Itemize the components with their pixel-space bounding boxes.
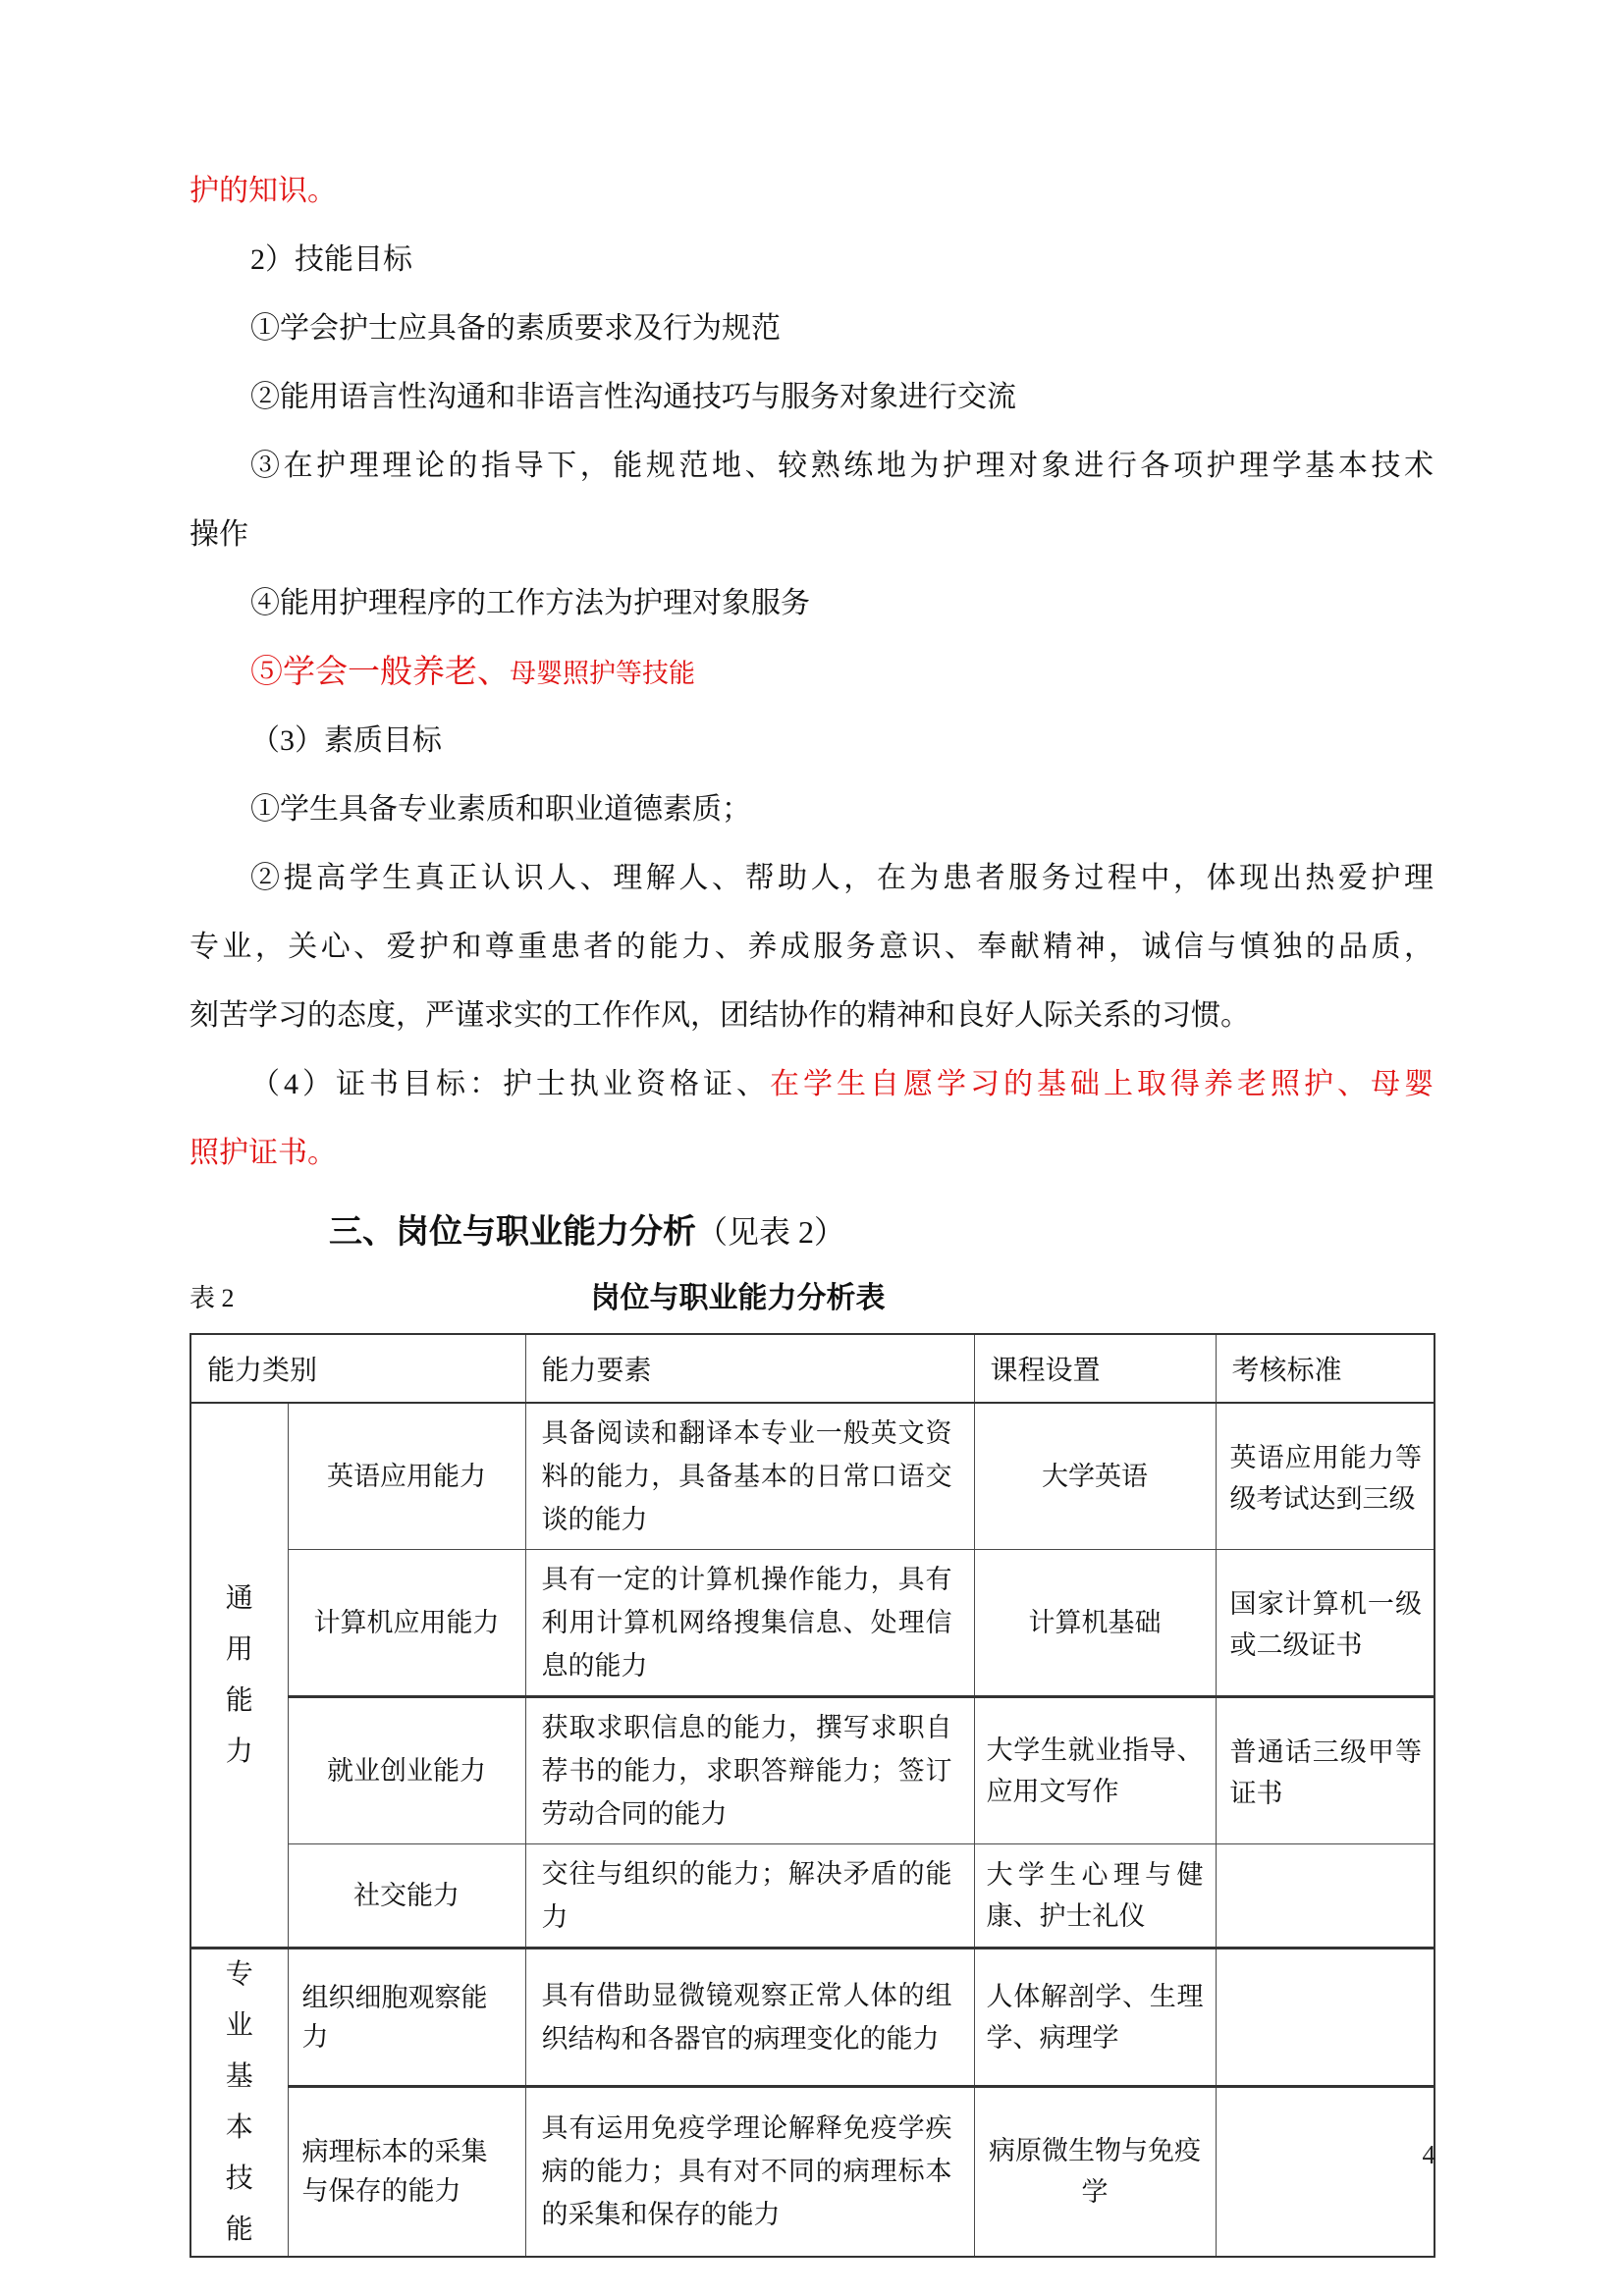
category-cell-general — [190, 1403, 288, 1949]
ability-cell: 英语应用能力 — [288, 1403, 525, 1550]
paragraph-line: ③在护理理论的指导下，能规范地、较熟练地为护理对象进行各项护理学基本技术 — [250, 450, 1434, 482]
paragraph-line: ①学生具备专业素质和职业道德素质； — [250, 793, 751, 826]
paragraph-line: ④能用护理程序的工作方法为护理对象服务 — [250, 587, 810, 619]
course-cell: 病原微生物与免疫学 — [974, 2086, 1216, 2257]
element-cell: 具有借助显微镜观察正常人体的组织结构和各器官的病理变化的能力 — [525, 1949, 974, 2087]
section-heading — [189, 1196, 1434, 1268]
document-body — [189, 157, 1434, 2258]
ability-cell: 就业创业能力 — [288, 1697, 525, 1844]
element-cell: 具备阅读和翻译本专业一般英文资料的能力，具备基本的日常口语交谈的能力 — [525, 1403, 974, 1550]
certificate-goal-text: （4）证书目标：护士执业资格证、 — [250, 1068, 770, 1100]
highlight-text: 在学生自愿学习的基础上取得养老照护、母婴 — [770, 1068, 1434, 1100]
section-heading-title: 三、岗位与职业能力分析 — [329, 1214, 696, 1251]
table-row — [190, 1550, 1435, 1697]
table-label: 表 2 — [189, 1284, 235, 1312]
course-cell: 大学生心理与健康、护士礼仪 — [974, 1844, 1216, 1949]
element-cell: 获取求职信息的能力，撰写求职自荐书的能力，求职答辩能力；签订劳动合同的能力 — [525, 1697, 974, 1844]
capability-analysis-table — [189, 1333, 1435, 2258]
paragraph-line-highlighted — [189, 638, 1434, 707]
standard-cell — [1216, 1844, 1435, 1949]
course-cell: 大学英语 — [974, 1403, 1216, 1550]
standard-cell: 国家计算机一级或二级证书 — [1216, 1550, 1435, 1697]
column-header-element: 能力要素 — [525, 1334, 974, 1403]
standard-cell: 英语应用能力等级考试达到三级 — [1216, 1403, 1435, 1550]
highlight-text-large: ⑤学会一般养老、 — [250, 655, 510, 690]
category-cell-professional — [190, 1949, 288, 2258]
table-row — [190, 1697, 1435, 1844]
table-row — [190, 1949, 1435, 2087]
paragraph-line-mixed — [189, 1050, 1434, 1119]
paragraph-line: 护的知识。 — [189, 175, 337, 207]
element-cell: 具有一定的计算机操作能力，具有利用计算机网络搜集信息、处理信息的能力 — [525, 1550, 974, 1697]
page-number: 4 — [1422, 2140, 1435, 2169]
column-header-course: 课程设置 — [974, 1334, 1216, 1403]
paragraph-line: ②提高学生真正认识人、理解人、帮助人，在为患者服务过程中，体现出热爱护理 — [250, 862, 1434, 894]
course-cell: 大学生就业指导、应用文写作 — [974, 1697, 1216, 1844]
ability-cell: 病理标本的采集与保存的能力 — [288, 2086, 525, 2257]
category-vertical-text: 专业基本技能 — [225, 1959, 253, 2245]
paragraph-line: 照护证书。 — [189, 1137, 337, 1169]
paragraph-line: 专业，关心、爱护和尊重患者的能力、养成服务意识、奉献精神，诚信与慎独的品质， — [189, 931, 1434, 963]
table-header-row — [190, 1334, 1435, 1403]
paragraph-line: ②能用语言性沟通和非语言性沟通技巧与服务对象进行交流 — [250, 381, 1016, 413]
standard-cell — [1216, 1949, 1435, 2087]
ability-cell: 社交能力 — [288, 1844, 525, 1949]
column-header-category: 能力类别 — [190, 1334, 525, 1403]
element-cell: 具有运用免疫学理论解释免疫学疾病的能力；具有对不同的病理标本的采集和保存的能力 — [525, 2086, 974, 2257]
paragraph-line: ①学会护士应具备的素质要求及行为规范 — [250, 312, 781, 345]
ability-cell: 计算机应用能力 — [288, 1550, 525, 1697]
table-caption: 岗位与职业能力分析表 — [590, 1282, 886, 1314]
course-cell: 计算机基础 — [974, 1550, 1216, 1697]
highlight-text-small: 母婴照护等技能 — [510, 659, 695, 688]
ability-cell: 组织细胞观察能力 — [288, 1949, 525, 2087]
column-header-standard: 考核标准 — [1216, 1334, 1435, 1403]
paragraph-line: 刻苦学习的态度，严谨求实的工作作风，团结协作的精神和良好人际关系的习惯。 — [189, 999, 1250, 1032]
table-caption-row — [189, 1274, 1434, 1323]
section-heading-suffix: （见表 2） — [696, 1214, 846, 1250]
paragraph-line: （3）素质目标 — [250, 724, 442, 757]
table-row — [190, 1844, 1435, 1949]
element-cell: 交往与组织的能力；解决矛盾的能力 — [525, 1844, 974, 1949]
paragraph-line: 2）技能目标 — [250, 243, 412, 276]
table-row — [190, 2086, 1435, 2257]
paragraph-line: 操作 — [189, 518, 248, 551]
table-row — [190, 1403, 1435, 1550]
standard-cell — [1216, 2086, 1435, 2257]
category-vertical-text: 通用能力 — [225, 1582, 253, 1767]
standard-cell: 普通话三级甲等证书 — [1216, 1697, 1435, 1844]
course-cell: 人体解剖学、生理学、病理学 — [974, 1949, 1216, 2087]
